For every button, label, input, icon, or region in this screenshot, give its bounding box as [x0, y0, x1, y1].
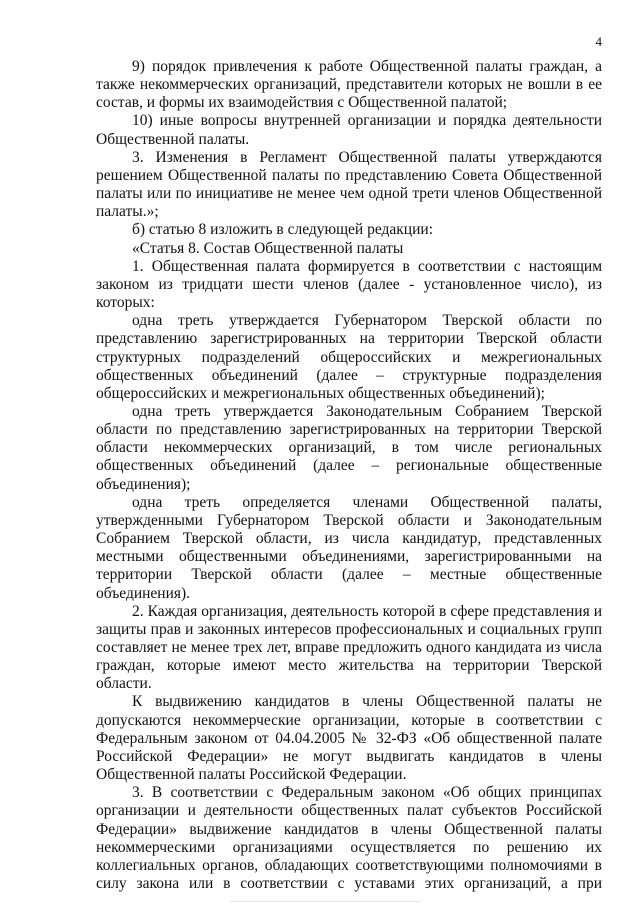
paragraph-composition: 1. Общественная палата формируется в соответствии с настоящим законом из тридцати шести членов (далее - установленное число), из которых: — [96, 257, 602, 312]
paragraph-assembly-third: одна треть утверждается Законодательным Собранием Тверской области по представлению зарегистрированных на территории Тверской области некоммерческих организаций, в том числе региональных общественных объединений (далее – региональные общественные объединения); — [96, 402, 602, 493]
paragraph-regulation-changes: 3. Изменения в Регламент Общественной палаты утверждаются решением Общественной палаты по представлению Совета Общественной палаты или по инициативе не менее чем одной трети членов Общественной палаты.»; — [96, 148, 602, 221]
article-heading: «Статья 8. Состав Общественной палаты — [132, 239, 404, 257]
paragraph-amendment-intro: б) статью 8 изложить в следующей редакции: — [132, 221, 434, 239]
page-number: 4 — [595, 34, 602, 49]
paragraph-governor-third: одна треть утверждается Губернатором Тверской области по представлению зарегистрированных на территории Тверской области структурных подразделений общероссийских и межрегиональных общественных объединений (далее – структурные подразделения общероссийских и межрегиональных общественных объединений); — [96, 312, 602, 402]
paragraph-item-10: 10) иные вопросы внутренней организации и порядка деятельности Общественной палаты. — [96, 112, 602, 148]
paragraph-members-third: одна треть определяется членами Общественной палаты, утвержденными Губернатором Тверской области и Законодательным Собранием Тверской области, из числа кандидатур, представленных местными общественными объединениями, зарегистрированными на территории Тверской области (далее – местные общественные объединения). — [96, 493, 602, 602]
paragraph-exclusions: К выдвижению кандидатов в члены Общественной палаты не допускаются некоммерческие организации, которые в соответствии с Федеральным законом от 04.04.2005 № 32-ФЗ «Об общественной палате Российской Федерации» не могут выдвигать кандидатов в члены Общественной палаты Российской Федерации. — [96, 693, 602, 784]
paragraph-item-9: 9) порядок привлечения к работе Общественной палаты граждан, а также некоммерческих организаций, представители которых не вошли в ее состав, и формы их взаимодействия с Общественной палатой; — [96, 58, 602, 112]
bottom-scan-line — [230, 901, 420, 902]
document-body — [96, 58, 602, 893]
paragraph-organization-candidate: 2. Каждая организация, деятельность которой в сфере представления и защиты прав и законных интересов профессиональных и социальных групп составляет не менее трех лет, вправе предложить одного кандидата из числа граждан, которые имеют место жительства на территории Тверской области. — [96, 602, 602, 693]
paragraph-nomination-procedure: 3. В соответствии с Федеральным законом «Об общих принципах организации и деятельности общественных палат субъектов Российской Федерации» выдвижение кандидатов в члены Общественной палаты некоммерческими организациями осуществляется по решению их коллегиальных органов, обладающих соответствующими полномочиями в силу закона или в соответствии с уставами этих организаций, а при — [96, 784, 602, 893]
